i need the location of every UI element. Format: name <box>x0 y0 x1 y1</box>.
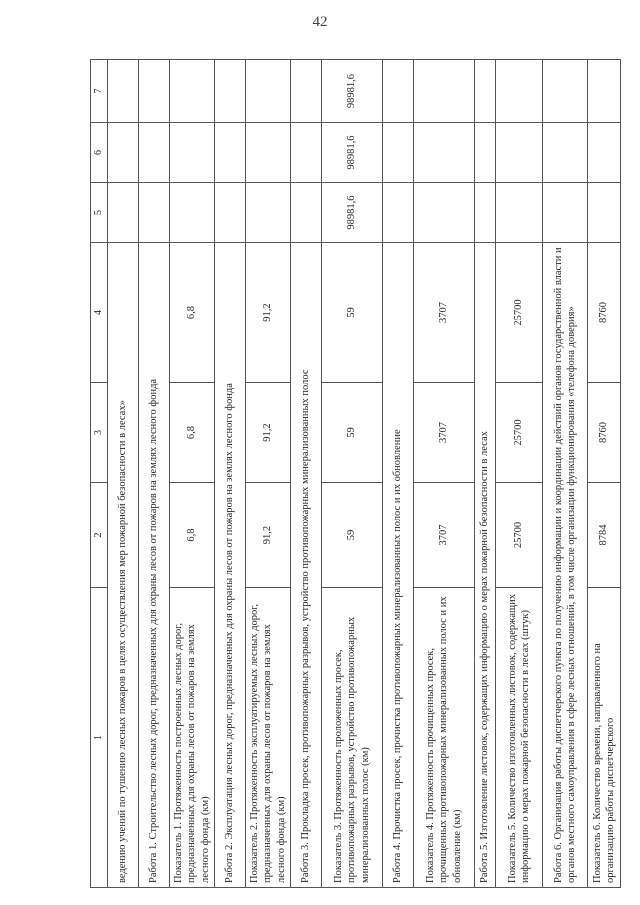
section-title: Работа 6. Организация работы диспетчерского пункта по получению информации и координации действий органов государственной власти и органов местного самоуправления в сфере лесных отношений, в том числе организации функционирования «телефона доверия» <box>543 243 588 888</box>
value-cell: 59 <box>322 483 383 588</box>
section-title: ведению учений по тушению лесных пожаров в целях осуществления мер пожарной безопасности в лесах» <box>108 243 139 888</box>
empty-cell <box>108 123 139 183</box>
indicator-label: Показатель 1. Протяженность построенных лесных дорог, предназначенных для охраны лесов от пожаров на землях лесного фонда (км) <box>170 588 215 888</box>
table-row <box>588 60 621 888</box>
table-row <box>322 60 383 888</box>
value-cell <box>588 60 621 123</box>
section-title: Работа 5. Изготовление листовок, содержащих информацию о мерах пожарной безопасности в лесах <box>475 243 496 888</box>
header-cell: 4 <box>91 243 108 383</box>
value-cell: 91,2 <box>246 243 291 383</box>
value-cell <box>246 183 291 243</box>
indicator-label: Показатель 6. Количество времени, направленного на организацию работы диспетчерского <box>588 588 621 888</box>
value-cell: 25700 <box>496 243 543 383</box>
value-cell <box>414 60 475 123</box>
indicator-label: Показатель 2. Протяженность эксплуатируемых лесных дорог, предназначенных для охраны лесов от пожаров на землях лесного фонда (км) <box>246 588 291 888</box>
empty-cell <box>543 123 588 183</box>
empty-cell <box>475 123 496 183</box>
section-title: Работа 2. Эксплуатация лесных дорог, предназначенных для охраны лесов от пожаров на землях лесного фонда <box>215 243 246 888</box>
rotated-table-container <box>90 60 616 888</box>
empty-cell <box>139 183 170 243</box>
table-row <box>170 60 215 888</box>
value-cell <box>246 123 291 183</box>
table-row <box>139 60 170 888</box>
value-cell <box>588 183 621 243</box>
value-cell <box>170 183 215 243</box>
empty-cell <box>215 60 246 123</box>
indicator-label: Показатель 4. Протяженность прочищенных просек, прочищенных противопожарных минерализованных полос и их обновление (км) <box>414 588 475 888</box>
value-cell: 3707 <box>414 383 475 483</box>
header-row <box>91 60 108 888</box>
table-row <box>291 60 322 888</box>
value-cell: 59 <box>322 243 383 383</box>
value-cell: 3707 <box>414 483 475 588</box>
section-title: Работа 1. Строительство лесных дорог, предназначенных для охраны лесов от пожаров на землях лесного фонда <box>139 243 170 888</box>
value-cell: 59 <box>322 383 383 483</box>
empty-cell <box>291 123 322 183</box>
empty-cell <box>475 183 496 243</box>
section-title: Работа 3. Прокладка просек, противопожарных разрывов, устройство противопожарных минерализованных полос <box>291 243 322 888</box>
empty-cell <box>383 60 414 123</box>
value-cell: 8760 <box>588 243 621 383</box>
value-cell: 91,2 <box>246 483 291 588</box>
value-cell <box>246 60 291 123</box>
section-title: Работа 4. Прочистка просек, прочистка противопожарных минерализованных полос и их обновление <box>383 243 414 888</box>
indicator-label: Показатель 3. Протяженность проложенных просек, противопожарных разрывов, устройство противопожарных минерализованных полос (км) <box>322 588 383 888</box>
value-cell: 6,8 <box>170 383 215 483</box>
empty-cell <box>383 183 414 243</box>
header-cell: 6 <box>91 123 108 183</box>
report-table <box>90 59 621 888</box>
indicator-label: Показатель 5. Количество изготовленных листовок, содержащих информацию о мерах пожарной безопасности в лесах (штук) <box>496 588 543 888</box>
empty-cell <box>215 123 246 183</box>
value-cell: 3707 <box>414 243 475 383</box>
value-cell <box>588 123 621 183</box>
empty-cell <box>108 183 139 243</box>
table-row <box>246 60 291 888</box>
table-row <box>475 60 496 888</box>
value-cell: 98981,6 <box>322 183 383 243</box>
empty-cell <box>291 183 322 243</box>
value-cell: 98981,6 <box>322 60 383 123</box>
value-cell: 98981,6 <box>322 123 383 183</box>
value-cell <box>496 183 543 243</box>
value-cell: 25700 <box>496 483 543 588</box>
empty-cell <box>543 183 588 243</box>
header-cell: 7 <box>91 60 108 123</box>
value-cell <box>414 123 475 183</box>
table-row <box>414 60 475 888</box>
header-cell: 2 <box>91 483 108 588</box>
table-row <box>108 60 139 888</box>
value-cell: 6,8 <box>170 483 215 588</box>
value-cell: 8760 <box>588 383 621 483</box>
value-cell <box>414 183 475 243</box>
table-row <box>543 60 588 888</box>
value-cell: 91,2 <box>246 383 291 483</box>
table-row <box>383 60 414 888</box>
empty-cell <box>139 60 170 123</box>
empty-cell <box>291 60 322 123</box>
value-cell <box>170 60 215 123</box>
header-cell: 1 <box>91 588 108 888</box>
empty-cell <box>108 60 139 123</box>
header-cell: 3 <box>91 383 108 483</box>
header-cell: 5 <box>91 183 108 243</box>
empty-cell <box>543 60 588 123</box>
empty-cell <box>475 60 496 123</box>
page-number: 42 <box>312 14 328 30</box>
value-cell <box>496 60 543 123</box>
value-cell: 6,8 <box>170 243 215 383</box>
value-cell <box>170 123 215 183</box>
empty-cell <box>383 123 414 183</box>
empty-cell <box>139 123 170 183</box>
empty-cell <box>215 183 246 243</box>
table-row <box>496 60 543 888</box>
value-cell: 8784 <box>588 483 621 588</box>
value-cell: 25700 <box>496 383 543 483</box>
table-row <box>215 60 246 888</box>
value-cell <box>496 123 543 183</box>
